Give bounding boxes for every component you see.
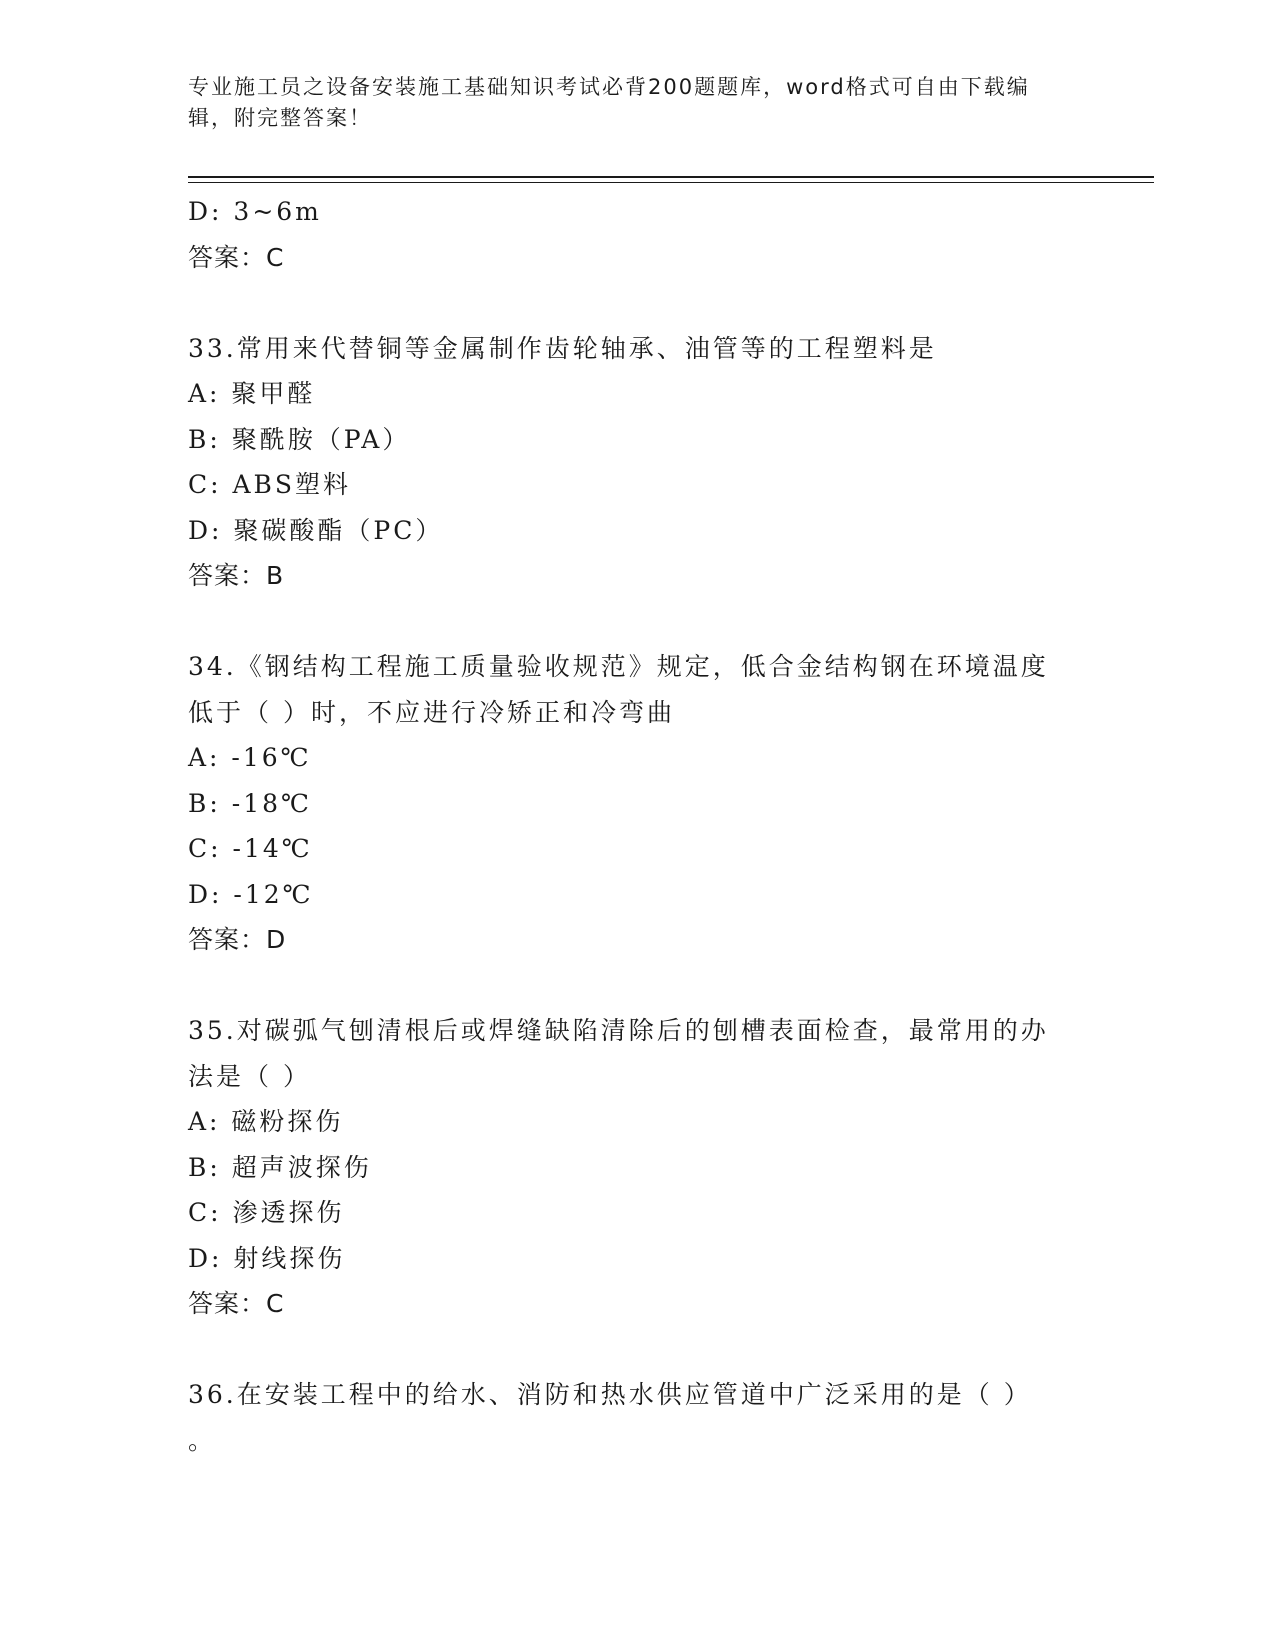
question-stem-continued: 法是（ ） (188, 1061, 311, 1091)
question-stem: 36.在安装工程中的给水、消防和热水供应管道中广泛采用的是（ ） (188, 1380, 1032, 1409)
spacer (188, 599, 1088, 645)
option-d: D: -12℃ (188, 879, 314, 909)
option-d: D: 射线探伤 (188, 1243, 346, 1273)
option-b: B: 超声波探伤 (188, 1152, 372, 1182)
question-stem-continued: 低于（ ）时，不应进行冷矫正和冷弯曲 (188, 697, 675, 727)
answer-label: 答案：D (188, 925, 287, 954)
header-divider-thin (188, 182, 1154, 183)
page-header: 专业施工员之设备安装施工基础知识考试必背200题题库，word格式可自由下载编辑，附完整答案！ (188, 75, 1030, 130)
question-list (188, 189, 1088, 1463)
option-a: A: 磁粉探伤 (188, 1107, 344, 1136)
option-c: C: 渗透探伤 (188, 1198, 345, 1227)
answer-label: 答案：B (188, 561, 285, 590)
question-stem-continued: 。 (188, 1425, 217, 1455)
option-d: D: 聚碳酸酯（PC） (188, 515, 444, 545)
option-b: B: -18℃ (188, 788, 312, 818)
option-d: D: 3~6m (188, 197, 322, 226)
answer-label: 答案：C (188, 1289, 285, 1318)
question-stem: 33.常用来代替铜等金属制作齿轮轴承、油管等的工程塑料是 (188, 333, 937, 363)
option-c: C: ABS塑料 (188, 470, 352, 499)
answer-label: 答案：C (188, 242, 285, 272)
spacer (188, 963, 1088, 1009)
spacer (188, 1327, 1088, 1373)
option-c: C: -14℃ (188, 834, 313, 863)
header-divider-thick (188, 176, 1154, 178)
option-a: A: -16℃ (188, 743, 312, 772)
option-a: A: 聚甲醛 (188, 379, 316, 408)
spacer (188, 280, 1088, 326)
question-stem: 34.《钢结构工程施工质量验收规范》规定，低合金结构钢在环境温度 (188, 652, 1049, 681)
option-b: B: 聚酰胺（PA） (188, 424, 411, 454)
question-stem: 35.对碳弧气刨清根后或焊缝缺陷清除后的刨槽表面检查，最常用的办 (188, 1016, 1049, 1045)
